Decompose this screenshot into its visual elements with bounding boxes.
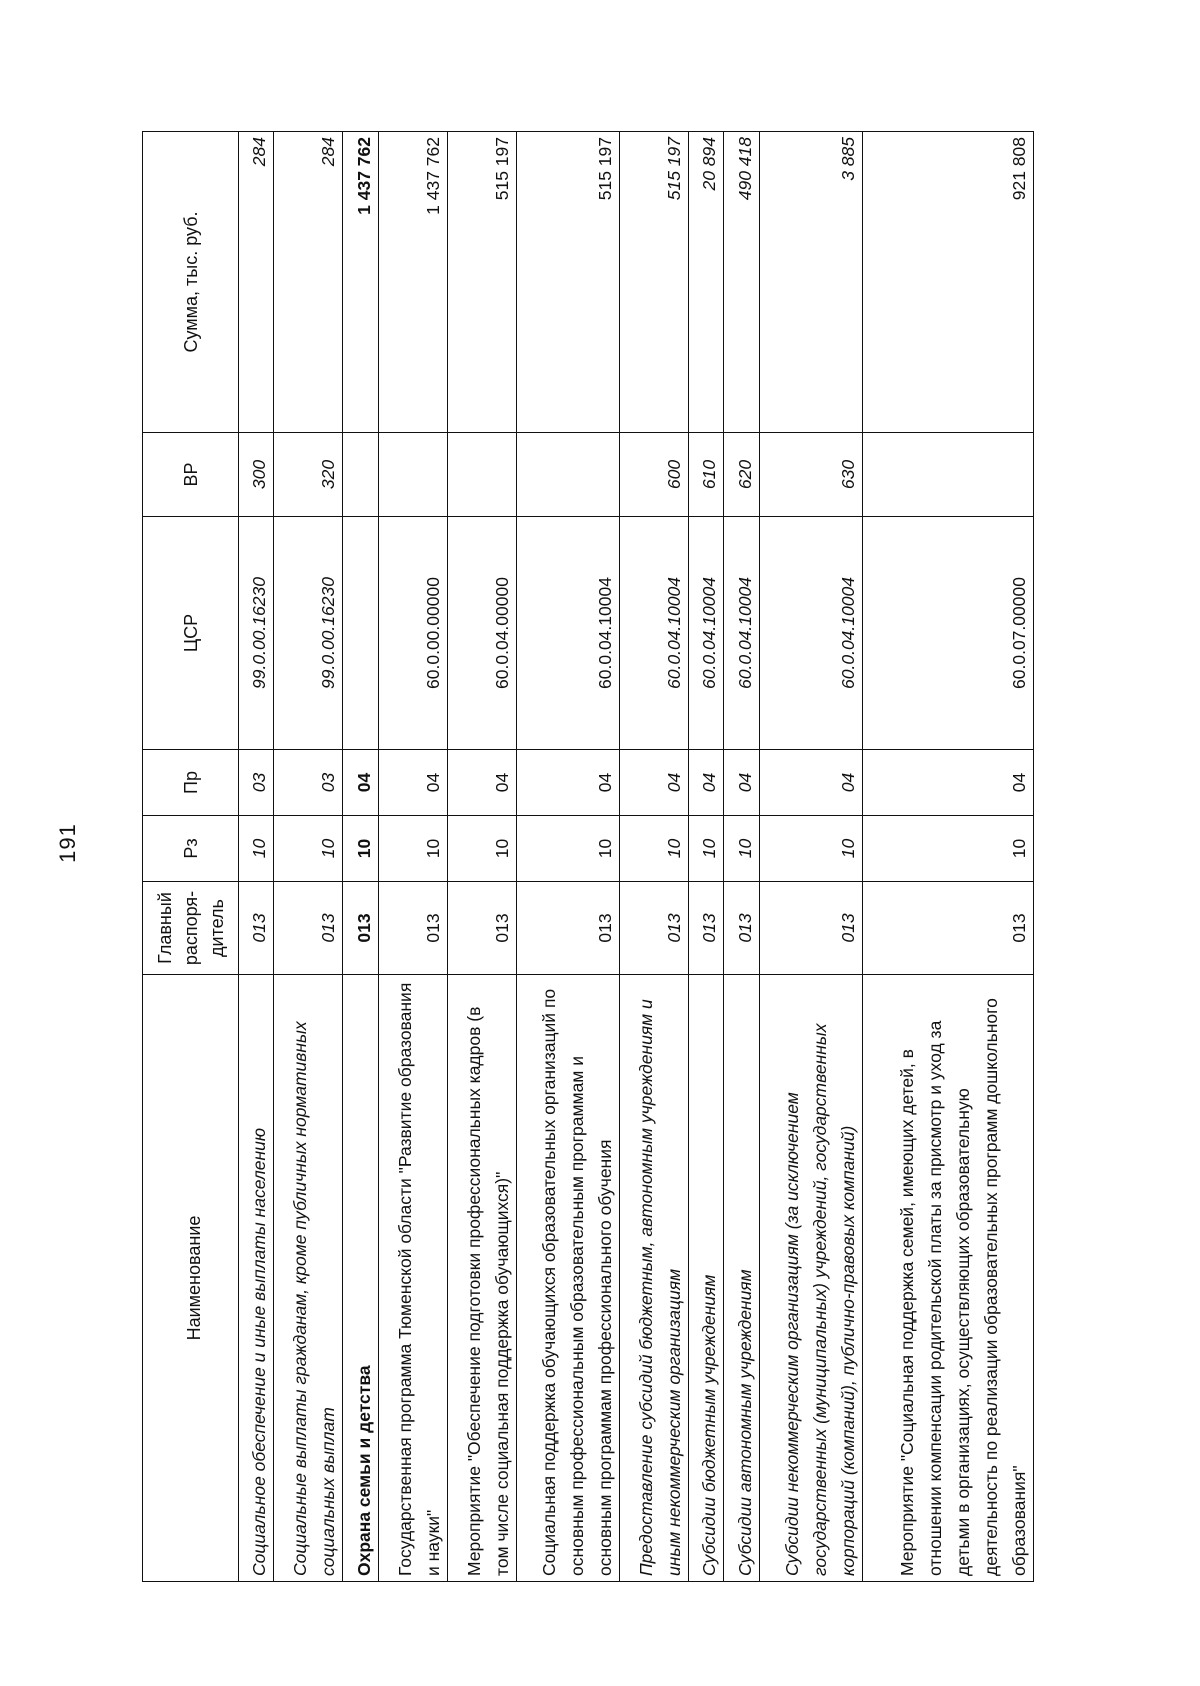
cell-name: Социальная поддержка обучающихся образовательных организаций по основным профессиональным образовательным программам и основным программам профессионального обучения xyxy=(516,975,619,1582)
cell-csr: 60.0.04.10004 xyxy=(759,517,862,750)
header-vr: ВР xyxy=(143,433,239,517)
page-number: 191 xyxy=(55,823,80,863)
table-row xyxy=(862,132,1033,1582)
header-csr: ЦСР xyxy=(143,517,239,750)
cell-csr: 60.0.04.10004 xyxy=(689,517,724,750)
cell-sum: 284 xyxy=(239,132,274,433)
header-name: Наименование xyxy=(143,975,239,1582)
header-chief-manager: Главный распоря-дитель xyxy=(143,882,239,975)
cell-chief-manager: 013 xyxy=(724,882,759,975)
table-row xyxy=(239,132,274,1582)
cell-rz: 10 xyxy=(274,816,343,882)
cell-sum: 921 808 xyxy=(862,132,1033,433)
cell-csr: 60.0.07.00000 xyxy=(862,517,1033,750)
cell-vr: 610 xyxy=(689,433,724,517)
cell-vr xyxy=(378,433,447,517)
cell-sum: 490 418 xyxy=(724,132,759,433)
table-row xyxy=(447,132,516,1582)
cell-rz: 10 xyxy=(447,816,516,882)
cell-name: Мероприятие "Обеспечение подготовки профессиональных кадров (в том числе социальная поддержка обучающихся)" xyxy=(447,975,516,1582)
cell-pr: 03 xyxy=(239,750,274,816)
cell-rz: 10 xyxy=(620,816,689,882)
cell-rz: 10 xyxy=(724,816,759,882)
cell-pr: 04 xyxy=(447,750,516,816)
cell-csr: 99.0.00.16230 xyxy=(274,517,343,750)
header-rz: Рз xyxy=(143,816,239,882)
table-row xyxy=(274,132,343,1582)
cell-pr: 04 xyxy=(620,750,689,816)
cell-chief-manager: 013 xyxy=(620,882,689,975)
cell-csr: 60.0.04.10004 xyxy=(724,517,759,750)
table-row xyxy=(759,132,862,1582)
cell-chief-manager: 013 xyxy=(274,882,343,975)
cell-pr: 03 xyxy=(274,750,343,816)
cell-rz: 10 xyxy=(862,816,1033,882)
cell-sum: 3 885 xyxy=(759,132,862,433)
header-pr: Пр xyxy=(143,750,239,816)
cell-pr: 04 xyxy=(759,750,862,816)
cell-name: Субсидии бюджетным учреждениям xyxy=(689,975,724,1582)
cell-sum: 515 197 xyxy=(516,132,619,433)
cell-name: Социальное обеспечение и иные выплаты населению xyxy=(239,975,274,1582)
cell-pr: 04 xyxy=(516,750,619,816)
table-row xyxy=(689,132,724,1582)
cell-chief-manager: 013 xyxy=(689,882,724,975)
table-row xyxy=(724,132,759,1582)
cell-chief-manager: 013 xyxy=(447,882,516,975)
cell-name: Охрана семьи и детства xyxy=(343,975,378,1582)
cell-vr: 300 xyxy=(239,433,274,517)
cell-name: Мероприятие "Социальная поддержка семей, имеющих детей, в отношении компенсации родительской платы за присмотр и уход за детьми в организациях, осуществляющих образовательную деятельность по реализации образовательных программ дошкольного образования" xyxy=(862,975,1033,1582)
cell-pr: 04 xyxy=(862,750,1033,816)
budget-table xyxy=(142,131,1034,1582)
cell-chief-manager: 013 xyxy=(759,882,862,975)
cell-vr xyxy=(447,433,516,517)
cell-sum: 1 437 762 xyxy=(343,132,378,433)
cell-sum: 20 894 xyxy=(689,132,724,433)
cell-sum: 515 197 xyxy=(620,132,689,433)
cell-pr: 04 xyxy=(378,750,447,816)
cell-rz: 10 xyxy=(759,816,862,882)
cell-vr: 320 xyxy=(274,433,343,517)
table-row xyxy=(378,132,447,1582)
cell-name: Предоставление субсидий бюджетным, автономным учреждениям и иным некоммерческим организациям xyxy=(620,975,689,1582)
cell-name: Субсидии автономным учреждениям xyxy=(724,975,759,1582)
cell-rz: 10 xyxy=(689,816,724,882)
cell-csr: 99.0.00.16230 xyxy=(239,517,274,750)
cell-rz: 10 xyxy=(516,816,619,882)
cell-vr xyxy=(343,433,378,517)
cell-name: Субсидии некоммерческим организациям (за исключением государственных (муниципальных) учреждений, государственных корпораций (компаний), публично-правовых компаний) xyxy=(759,975,862,1582)
cell-vr: 620 xyxy=(724,433,759,517)
cell-pr: 04 xyxy=(343,750,378,816)
cell-vr xyxy=(862,433,1033,517)
header-sum: Сумма, тыс. руб. xyxy=(143,132,239,433)
rotated-table-container xyxy=(142,132,1034,1582)
cell-chief-manager: 013 xyxy=(516,882,619,975)
cell-sum: 515 197 xyxy=(447,132,516,433)
cell-rz: 10 xyxy=(239,816,274,882)
cell-rz: 10 xyxy=(343,816,378,882)
cell-csr: 60.0.04.10004 xyxy=(516,517,619,750)
cell-csr: 60.0.04.00000 xyxy=(447,517,516,750)
table-row xyxy=(516,132,619,1582)
cell-vr xyxy=(516,433,619,517)
cell-csr: 60.0.00.00000 xyxy=(378,517,447,750)
cell-pr: 04 xyxy=(724,750,759,816)
cell-name: Государственная программа Тюменской области "Развитие образования и науки" xyxy=(378,975,447,1582)
cell-csr: 60.0.04.10004 xyxy=(620,517,689,750)
cell-chief-manager: 013 xyxy=(343,882,378,975)
cell-vr: 600 xyxy=(620,433,689,517)
cell-chief-manager: 013 xyxy=(378,882,447,975)
cell-rz: 10 xyxy=(378,816,447,882)
cell-sum: 284 xyxy=(274,132,343,433)
cell-vr: 630 xyxy=(759,433,862,517)
table-row xyxy=(343,132,378,1582)
cell-pr: 04 xyxy=(689,750,724,816)
table-row xyxy=(620,132,689,1582)
cell-chief-manager: 013 xyxy=(239,882,274,975)
table-body xyxy=(239,132,1034,1582)
cell-name: Социальные выплаты гражданам, кроме публичных нормативных социальных выплат xyxy=(274,975,343,1582)
table-header-row xyxy=(143,132,239,1582)
cell-csr xyxy=(343,517,378,750)
cell-sum: 1 437 762 xyxy=(378,132,447,433)
cell-chief-manager: 013 xyxy=(862,882,1033,975)
